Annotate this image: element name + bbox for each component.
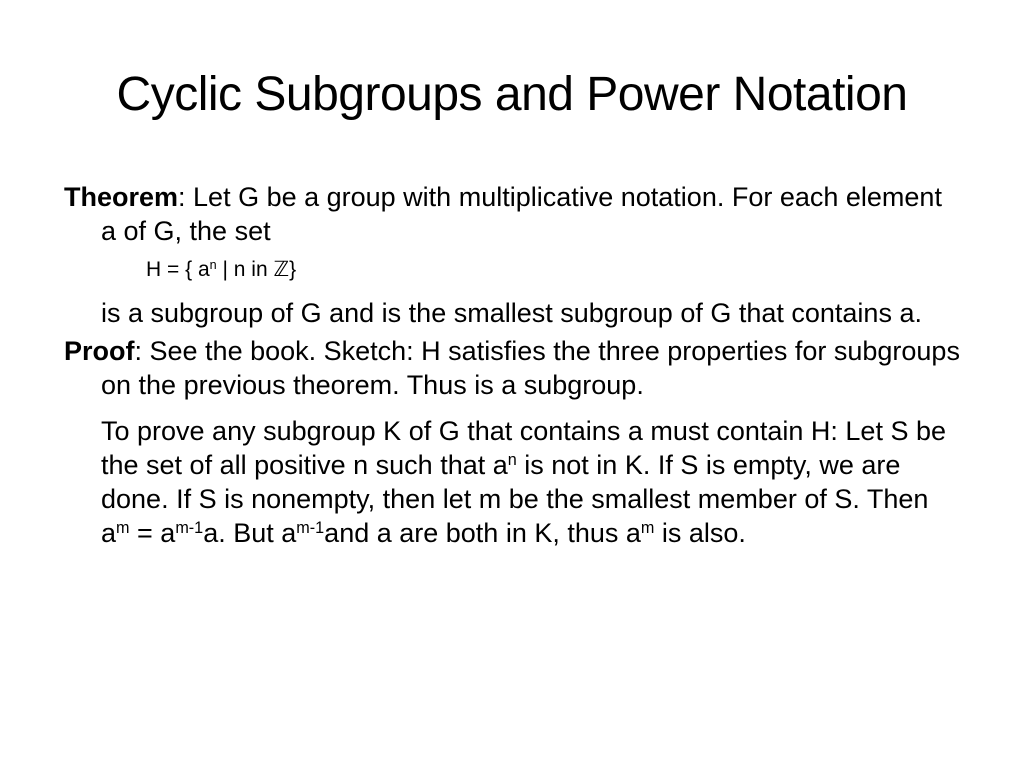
proof-intro: : See the book. Sketch: H satisfies the three properties for subgroups on the previous theorem. Thus is a subgroup. [101,336,960,400]
proof-text-6: is also. [654,518,746,548]
proof-exp-1: n [507,451,517,470]
proof-exp-3: m-1 [175,519,204,538]
proof-body [64,414,964,550]
proof-text-5: and a are both in K, thus a [324,518,641,548]
proof-exp-2: m [116,519,130,538]
proof-text-3: = a [129,518,176,548]
proof-text-4: a. But a [203,518,297,548]
theorem-intro: : Let G be a group with multiplicative notation. For each element a of G, the set [101,182,942,246]
set-suffix: | n in ℤ} [216,258,297,281]
proof-paragraph [64,334,964,402]
proof-exp-4: m-1 [296,519,325,538]
proof-label: Proof [64,336,135,366]
slide-title: Cyclic Subgroups and Power Notation [116,68,908,121]
proof-text-2: is not in K. If S is empty, we are done. If S is nonempty, then let m be the smallest member of S. Then a [101,450,929,548]
slide-body [64,180,964,550]
proof-exp-5: m [640,519,655,538]
proof-text-1: To prove any subgroup K of G that contains a must contain H: Let S be the set of all positive n such that a [101,416,946,480]
theorem-paragraph [64,180,964,248]
set-prefix: H = { a [146,258,210,281]
theorem-conclusion: is a subgroup of G and is the smallest subgroup of G that contains a. [101,298,922,328]
theorem-label: Theorem [64,182,179,212]
set-exponent: n [209,258,217,273]
set-definition [146,256,964,284]
